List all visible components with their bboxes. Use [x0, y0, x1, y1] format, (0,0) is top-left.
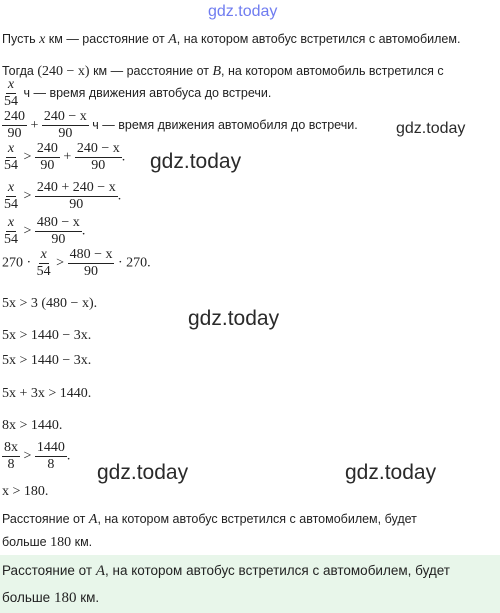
numerator: 480 − x — [69, 247, 113, 262]
denominator: 90 — [7, 126, 22, 141]
denominator: 90 — [84, 264, 99, 279]
denominator: 90 — [51, 232, 66, 247]
fraction — [2, 110, 27, 141]
math-number: 180 — [53, 590, 77, 606]
text: , на котором автобус встретился с автомобилем, будет — [105, 563, 450, 578]
denominator: 54 — [4, 94, 18, 109]
numerator: 240 + 240 − x — [36, 180, 116, 195]
fraction — [42, 110, 89, 141]
math-op: + — [63, 149, 72, 165]
text: км — расстояние от — [93, 64, 209, 78]
fraction — [2, 142, 20, 173]
answer-line-2 — [2, 590, 99, 607]
math-op: + — [30, 117, 39, 133]
math-op: > — [23, 223, 32, 239]
math-line-6: 5x > 1440 − 3x. — [2, 328, 92, 343]
numerator: 240 − x — [43, 109, 87, 124]
text-line-4 — [2, 110, 358, 141]
denominator: 8 — [7, 457, 15, 472]
text-line-1 — [2, 32, 460, 48]
math-line-11: x > 180. — [2, 484, 49, 499]
math-line-3 — [2, 216, 85, 247]
math-line-1 — [2, 142, 125, 173]
watermark: gdz.today — [97, 461, 189, 484]
text: Расстояние от — [2, 512, 86, 526]
text: км — расстояние от — [48, 32, 165, 46]
math-op: > — [23, 149, 32, 165]
numerator: 240 − x — [76, 141, 120, 156]
text: Тогда — [2, 64, 34, 78]
denominator: 54 — [4, 158, 18, 173]
math-op: > — [23, 448, 32, 464]
text: , на котором автобус встретился с автомобилем. — [176, 32, 461, 46]
denominator: 54 — [4, 197, 18, 212]
math-op: > — [56, 255, 65, 271]
watermark: gdz.today — [345, 461, 437, 484]
text: больше — [2, 535, 47, 549]
fraction — [35, 248, 53, 279]
fraction — [35, 441, 67, 472]
numerator: x — [7, 141, 15, 156]
fraction — [68, 248, 115, 279]
denominator: 54 — [4, 232, 18, 247]
fraction — [75, 142, 122, 173]
numerator: 240 — [36, 141, 58, 156]
math-end: . — [117, 188, 122, 204]
math-line-10 — [2, 441, 70, 472]
text: Пусть — [2, 32, 36, 46]
math-end: . — [66, 448, 71, 464]
fraction — [2, 441, 20, 472]
fraction — [35, 142, 60, 173]
math-op: > — [23, 188, 32, 204]
numerator: x — [7, 77, 15, 92]
math-line-5: 5x > 3 (480 − x). — [2, 296, 98, 311]
math-end: . — [81, 223, 86, 239]
watermark: gdz.today — [188, 307, 280, 330]
fraction — [35, 216, 82, 247]
math-var: x — [39, 32, 46, 47]
math-text: · 270. — [117, 255, 151, 271]
math-var: A — [95, 563, 106, 579]
numerator: 480 − x — [36, 215, 80, 230]
text-line-3 — [2, 78, 271, 109]
denominator: 90 — [91, 158, 106, 173]
fraction — [2, 181, 20, 212]
numerator: 1440 — [36, 440, 65, 455]
math-var: B — [212, 64, 222, 79]
denominator: 90 — [40, 158, 55, 173]
denominator: 54 — [36, 264, 51, 279]
conclusion-line-1 — [2, 512, 417, 528]
numerator: 8x — [4, 440, 18, 455]
text: , на котором автомобиль встретился с — [221, 64, 444, 78]
numerator: 240 — [4, 109, 25, 124]
math-number: 180 — [50, 535, 72, 550]
denominator: 90 — [69, 197, 84, 212]
math-line-9: 8x > 1440. — [2, 418, 63, 433]
watermark: gdz.today — [396, 120, 466, 137]
math-line-7: 5x > 1440 − 3x. — [2, 353, 92, 368]
math-line-4 — [2, 248, 151, 279]
answer-box — [0, 555, 500, 613]
math-expr: (240 − x) — [37, 64, 90, 79]
text: ч — время движения автобуса до встречи. — [23, 85, 272, 100]
fraction — [2, 78, 20, 109]
fraction — [2, 216, 20, 247]
numerator: x — [40, 247, 47, 262]
denominator: 90 — [58, 126, 73, 141]
text: Расстояние от — [2, 563, 93, 578]
numerator: x — [7, 215, 15, 230]
text: больше — [2, 590, 51, 605]
text: км. — [80, 590, 100, 605]
math-line-2 — [2, 181, 121, 212]
text: км. — [74, 535, 93, 549]
math-line-8: 5x + 3x > 1440. — [2, 386, 92, 401]
math-var: A — [168, 32, 177, 47]
math-var: A — [88, 512, 98, 527]
watermark: gdz.today — [150, 150, 242, 173]
math-end: . — [121, 149, 126, 165]
fraction — [35, 181, 118, 212]
denominator: 8 — [47, 457, 55, 472]
numerator: x — [7, 180, 15, 195]
watermark-top: gdz.today — [208, 3, 278, 20]
text: , на котором автобус встретился с автомобилем, будет — [97, 512, 417, 526]
text: ч — время движения автомобиля до встречи. — [92, 117, 358, 132]
answer-line-1 — [2, 563, 450, 580]
math-text: 270 · — [2, 255, 32, 271]
conclusion-line-2 — [2, 535, 92, 551]
